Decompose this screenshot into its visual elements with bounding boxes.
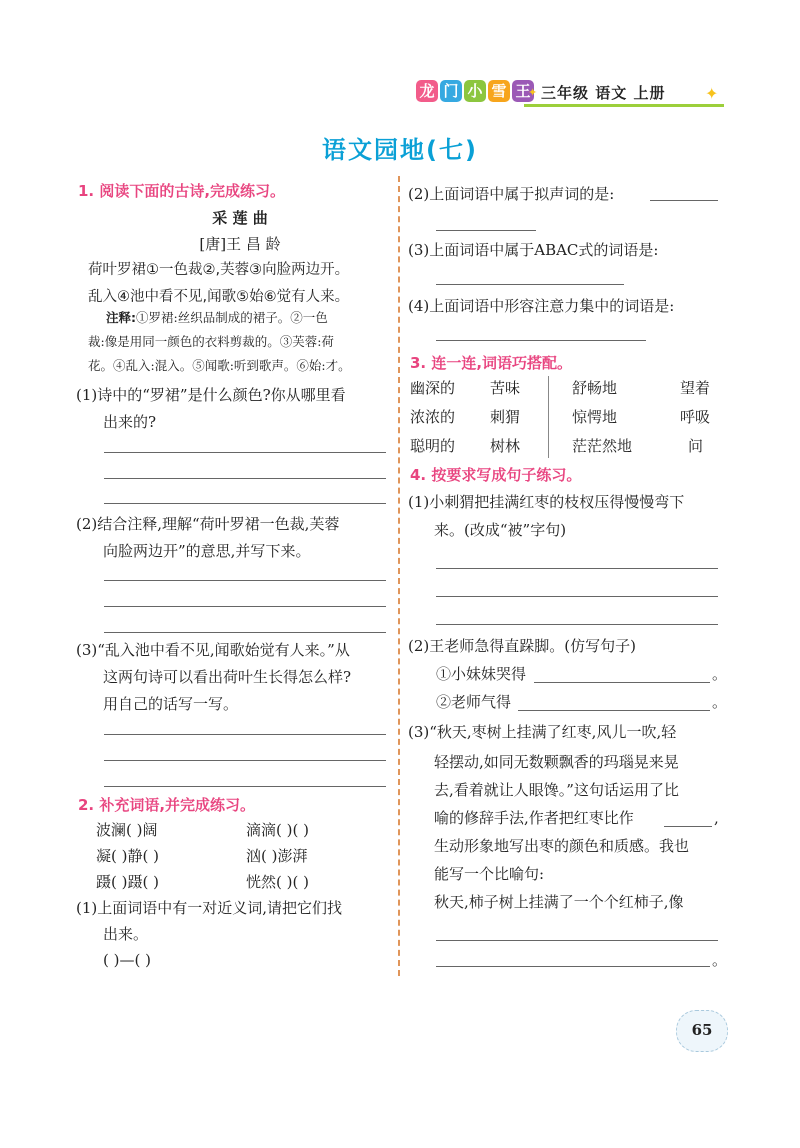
match-word[interactable]: 幽深的 [410, 379, 456, 397]
match-word[interactable]: 舒畅地 [572, 379, 618, 397]
question-text: 用自己的话写一写。 [103, 695, 239, 713]
question-text: (3)上面词语中属于ABAC式的词语是: [408, 241, 659, 259]
period: 。 [712, 665, 728, 683]
logo-char: 龙 [416, 80, 438, 102]
match-word[interactable]: 呼吸 [680, 408, 711, 426]
note-text: 花。④乱入:混入。⑤闻歌:听到歌声。⑥始:才。 [88, 358, 351, 373]
answer-line[interactable] [104, 606, 386, 607]
question-text: (1)小刺猬把挂满红枣的枝杈压得慢慢弯下 [408, 493, 685, 511]
question-text: ①小妹妹哭得 [436, 665, 527, 683]
note-label: 注释: [106, 310, 136, 325]
poem-title: 采 莲 曲 [212, 209, 268, 227]
period: 。 [712, 693, 728, 711]
page-number: 65 [676, 1010, 728, 1052]
question-text: 能写一个比喻句: [434, 865, 545, 883]
question-text: (2)结合注释,理解“荷叶罗裙一色裁,芙蓉 [76, 515, 340, 533]
question-text: 秋天,柿子树上挂满了一个个红柿子,像 [434, 893, 684, 911]
answer-line[interactable] [518, 710, 710, 711]
answer-line[interactable] [534, 682, 710, 683]
question-text: ②老师气得 [436, 693, 512, 711]
answer-line[interactable] [436, 624, 718, 625]
question-text: (4)上面词语中形容注意力集中的词语是: [408, 297, 675, 315]
logo-char: 王 [512, 80, 534, 102]
question-text: 向脸两边开”的意思,并写下来。 [103, 542, 311, 560]
poem-line: 荷叶罗裙①一色裁②,芙蓉③向脸两边开。 [88, 262, 350, 278]
word-blank[interactable]: 汹( )澎湃 [246, 847, 308, 865]
note-text: 裁:像是用同一颜色的衣料剪裁的。③芙蓉:荷 [88, 334, 334, 349]
word-blank[interactable]: 波澜( )阔 [96, 821, 158, 839]
answer-line[interactable] [436, 284, 624, 285]
match-word[interactable]: 刺猬 [490, 408, 521, 426]
answer-line[interactable] [104, 786, 386, 787]
answer-line[interactable] [104, 478, 386, 479]
section-heading-4: 4. 按要求写成句子练习。 [410, 466, 582, 484]
match-word[interactable]: 问 [688, 437, 704, 455]
question-text: (3)“秋天,枣树上挂满了红枣,风儿一吹,轻 [408, 723, 677, 741]
match-word[interactable]: 聪明的 [410, 437, 456, 455]
question-text: 来。(改成“被”字句) [434, 521, 567, 539]
question-text: 生动形象地写出枣的颜色和质感。我也 [434, 837, 690, 855]
answer-line[interactable] [436, 340, 646, 341]
question-text: 喻的修辞手法,作者把红枣比作 [434, 809, 634, 827]
question-text: 轻摆动,如同无数颗飘香的玛瑙晃来晃 [434, 753, 679, 771]
answer-line[interactable] [436, 940, 718, 941]
answer-line[interactable] [104, 632, 386, 633]
logo-char: 小 [464, 80, 486, 102]
answer-line[interactable] [436, 568, 718, 569]
book-info: 三年级 语文 上册 [541, 84, 666, 102]
star-icon: ✦ [528, 86, 538, 99]
question-text: (1)上面词语中有一对近义词,请把它们找 [76, 899, 343, 917]
poem-line: 乱入④池中看不见,闻歌⑤始⑥觉有人来。 [88, 289, 350, 305]
match-word[interactable]: 树林 [490, 437, 521, 455]
answer-line[interactable] [664, 826, 712, 827]
match-word[interactable]: 茫茫然地 [572, 437, 633, 455]
answer-line[interactable] [104, 452, 386, 453]
question-text: 出来。 [103, 925, 149, 943]
star-icon: ✦ [705, 84, 719, 103]
section-heading-1: 1. 阅读下面的古诗,完成练习。 [78, 182, 286, 200]
header-rule [524, 104, 724, 107]
match-word[interactable]: 望着 [680, 379, 711, 397]
match-word[interactable]: 苦味 [490, 379, 521, 397]
match-word[interactable]: 浓浓的 [410, 408, 456, 426]
synonym-blank[interactable]: ( )—( ) [103, 951, 151, 969]
answer-line[interactable] [436, 230, 536, 231]
answer-line[interactable] [436, 596, 718, 597]
match-divider [548, 376, 549, 458]
column-divider [398, 176, 400, 976]
page-title: 语文园地(七) [322, 136, 478, 164]
question-text: (3)“乱入池中看不见,闻歌始觉有人来。”从 [76, 641, 350, 659]
question-text: 去,看着就让人眼馋。”这句话运用了比 [434, 781, 679, 799]
poem-notes [106, 306, 328, 330]
period: 。 [712, 951, 728, 969]
question-text: (1)诗中的“罗裙”是什么颜色?你从哪里看 [76, 386, 346, 404]
poem-author: [唐]王 昌 龄 [199, 235, 281, 253]
question-text: (2)上面词语中属于拟声词的是: [408, 185, 615, 203]
section-heading-3: 3. 连一连,词语巧搭配。 [410, 354, 573, 372]
brand-logo [416, 80, 534, 102]
section-heading-2: 2. 补充词语,并完成练习。 [78, 796, 256, 814]
answer-line[interactable] [104, 503, 386, 504]
answer-line[interactable] [650, 200, 718, 201]
note-text: ①罗裙:丝织品制成的裙子。②一色 [136, 310, 328, 325]
question-text: (2)王老师急得直跺脚。(仿写句子) [408, 637, 636, 655]
word-blank[interactable]: 滴滴( )( ) [246, 821, 309, 839]
logo-char: 门 [440, 80, 462, 102]
question-text: 出来的? [103, 413, 157, 431]
comma: , [714, 809, 719, 827]
answer-line[interactable] [104, 734, 386, 735]
answer-line[interactable] [436, 966, 710, 967]
word-blank[interactable]: 蹑( )蹑( ) [96, 873, 159, 891]
question-text: 这两句诗可以看出荷叶生长得怎么样? [103, 668, 352, 686]
answer-line[interactable] [104, 580, 386, 581]
logo-char: 雪 [488, 80, 510, 102]
word-blank[interactable]: 凝( )静( ) [96, 847, 159, 865]
match-word[interactable]: 惊愕地 [572, 408, 618, 426]
answer-line[interactable] [104, 760, 386, 761]
word-blank[interactable]: 恍然( )( ) [246, 873, 309, 891]
